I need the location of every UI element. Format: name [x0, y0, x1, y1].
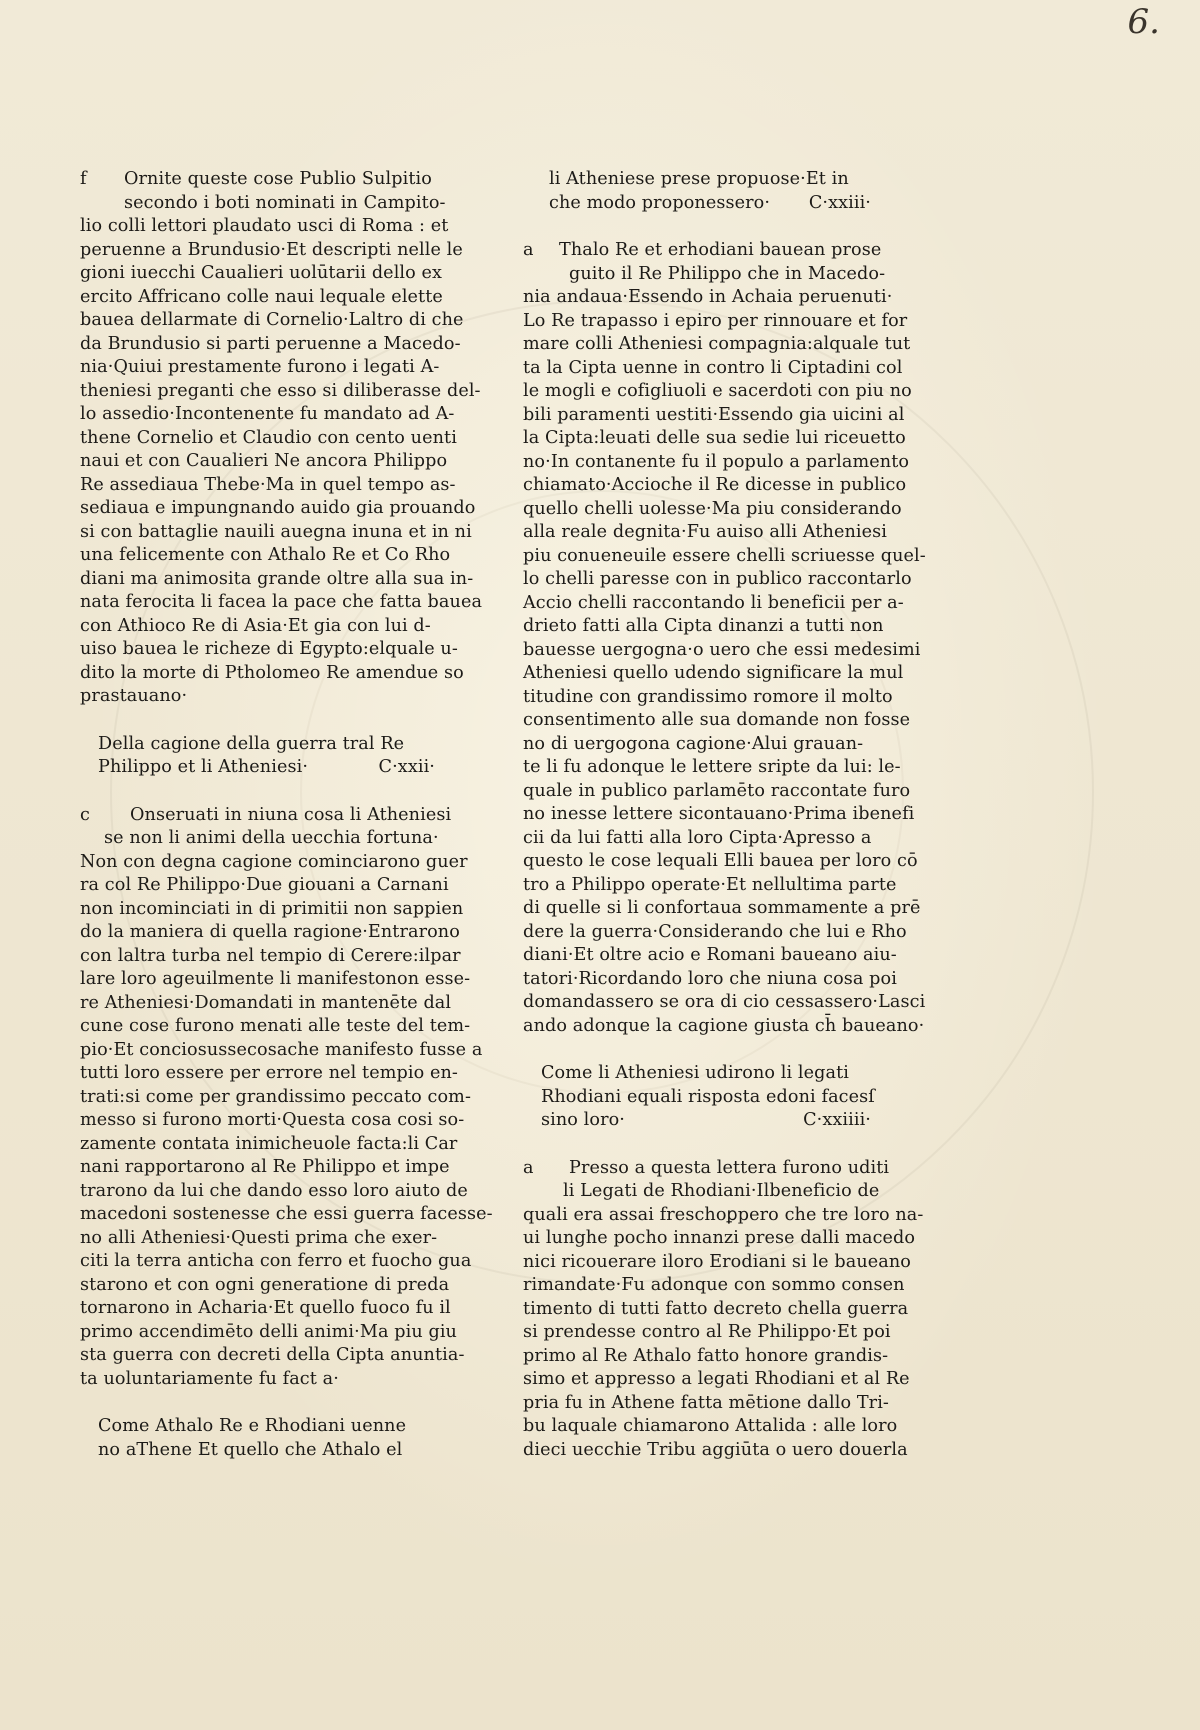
text-line: messo si furono morti·Questa cosa cosi so-	[80, 1110, 465, 1130]
guide-letter: a	[523, 240, 534, 260]
text-line: tro a Philippo operate·Et nellultima parte	[523, 874, 897, 895]
text-line: rimandate·Fu adonque con sommo consen	[523, 1275, 905, 1295]
text-line: bu laquale chiamarono Attalida : alle loro	[523, 1416, 898, 1436]
left-paragraph-1	[80, 168, 483, 709]
text-line: drieto fatti alla Cipta dinanzi a tutti non	[523, 616, 884, 636]
text-line: ta la Cipta uenne in contro li Ciptadini col	[523, 357, 903, 378]
text-line: citi la terra anticha con ferro et fuocho gua	[80, 1251, 472, 1271]
text-line: titudine con grandissimo romore il molto	[523, 686, 893, 707]
text-line: nani rapportarono al Re Philippo et impe	[80, 1157, 450, 1177]
text-line: se non li animi della uecchia fortuna·	[104, 828, 439, 848]
text-line: naui et con Caualieri Ne ancora Philippo	[80, 451, 448, 471]
text-line: Accio chelli raccontando li beneficii per a-	[523, 592, 904, 613]
text-line: Atheniesi quello udendo significare la mul	[523, 663, 904, 683]
left-chapter-heading-1	[98, 733, 435, 780]
text-line: si prendesse contro al Re Philippo·Et poi	[523, 1322, 891, 1342]
text-line: Presso a questa lettera furono uditi	[569, 1157, 890, 1178]
text-line: primo accendimēto delli animi·Ma piu giu	[80, 1321, 457, 1342]
text-line: la Cipta:leuati delle sua sedie lui riceuetto	[523, 428, 906, 448]
text-line: dieci uecchie Tribu aggiūta o uero douerla	[523, 1439, 908, 1460]
heading-line: Della cagione della guerra tral Re	[98, 733, 405, 754]
text-line: sta guerra con decreti della Cipta anuntia-	[80, 1345, 465, 1365]
text-line: secondo i boti nominati in Campito-	[124, 192, 446, 213]
text-line: trati:si come per grandissimo peccato com-	[80, 1086, 471, 1107]
chapter-number: C·xxiii·	[808, 192, 871, 213]
heading-text: Philippo et li Atheniesi·	[98, 757, 309, 777]
heading-line: Come Athalo Re e Rhodiani uenne	[98, 1416, 407, 1436]
text-line: peruenne a Brundusio·Et descripti nelle le	[80, 239, 463, 260]
text-line: questo le cose lequali Elli bauea per loro cō	[523, 851, 918, 871]
text-line: theniesi preganti che esso si diliberasse del-	[80, 380, 481, 401]
text-line: bauesse uergogna·o uero che essi medesimi	[523, 639, 921, 660]
text-line: lo assedio·Incontenente fu mandato ad A-	[80, 404, 455, 424]
heading-line: Rhodiani equali risposta edoni facesſ	[541, 1086, 875, 1107]
text-line: quello chelli uolesse·Ma piu considerando	[523, 498, 902, 519]
text-line: starono et con ogni generatione di preda	[80, 1274, 450, 1295]
heading-text: sino loro·	[541, 1110, 625, 1130]
heading-line-with-number	[541, 1109, 871, 1133]
text-line: quali era assai freschoꝑpero che tre loro na-	[523, 1204, 924, 1225]
text-line: no di uergogona cagione·Alui grauan-	[523, 733, 864, 754]
text-line: tutti loro essere per errore nel tempio en-	[80, 1063, 458, 1083]
text-line: ercito Affricano colle naui lequale elette	[80, 286, 443, 307]
text-line: Re assediaua Thebe·Ma in quel tempo as-	[80, 474, 456, 495]
text-line: simo et appresso a legati Rhodiani et al Re	[523, 1369, 910, 1389]
text-line: guito il Re Philippo che in Macedo-	[569, 263, 886, 284]
heading-line: li Atheniese prese propuose·Et in	[549, 169, 849, 189]
text-line: diani ma animosita grande oltre alla sua in-	[80, 568, 474, 589]
text-line: ta uoluntariamente fu fact a·	[80, 1368, 339, 1389]
text-line: da Brundusio si parti peruenne a Macedo-	[80, 333, 461, 354]
left-paragraph-2	[80, 804, 493, 1392]
text-line: non incominciati in di primitii non sappien	[80, 898, 464, 919]
text-line: una felicemente con Athalo Re et Co Rho	[80, 545, 451, 565]
text-line: diani·Et oltre acio e Romani baueano aiu-	[523, 945, 897, 965]
text-line: re Atheniesi·Domandati in mantenēte dal	[80, 992, 452, 1013]
right-paragraph-1	[523, 239, 926, 1038]
text-line: lio colli lettori plaudato usci di Roma : et	[80, 216, 449, 236]
text-line: Onseruati in niuna cosa li Atheniesi	[130, 804, 452, 825]
text-line: no inesse lettere sicontauano·Prima ibenefi	[523, 804, 915, 824]
right-column	[523, 168, 926, 1462]
text-line: pria fu in Athene fatta mētione dallo Tri-	[523, 1392, 889, 1413]
text-line: pio·Et conciosussecosache manifesto fusse a	[80, 1039, 483, 1060]
text-line: alla reale degnita·Fu auiso alli Atheniesi	[523, 522, 888, 542]
text-line: consentimento alle sua domande non fosse	[523, 710, 911, 730]
guide-letter: a	[523, 1157, 534, 1178]
left-paragraph-2-lines	[80, 804, 493, 1392]
left-paragraph-1-lines	[80, 168, 483, 709]
text-line: Ornite queste cose Publio Sulpitio	[124, 169, 432, 189]
text-line: ra col Re Philippo·Due giouani a Carnani	[80, 875, 449, 895]
text-line: con Athioco Re di Asia·Et gia con lui d-	[80, 615, 431, 636]
text-line: piu conueneuile essere chelli scriuesse quel-	[523, 545, 926, 566]
folio-number: 6.	[1127, 2, 1160, 42]
text-line: nata ferocita li facea la pace che fatta bauea	[80, 592, 483, 612]
text-line: no alli Atheniesi·Questi prima che exer-	[80, 1227, 438, 1248]
chapter-number: C·xxii·	[378, 757, 435, 777]
text-line: zamente contata inimicheuole facta:li Car	[80, 1133, 458, 1154]
text-line: lo chelli paresse con in publico raccontarlo	[523, 569, 912, 589]
text-line: li Legati de Rhodiani·Ilbeneficio de	[563, 1181, 880, 1201]
text-line: no·In contanente fu il populo a parlamento	[523, 451, 910, 472]
heading-line: no aThene Et quello che Athalo el	[98, 1439, 403, 1460]
text-line: gioni iuecchi Caualieri uolūtarii dello ex	[80, 263, 443, 283]
text-line: dito la morte di Ptholomeo Re amendue so	[80, 662, 464, 683]
text-line: quale in publico parlamēto raccontate furo	[523, 780, 911, 801]
text-line: primo al Re Athalo fatto honore grandis-	[523, 1345, 889, 1366]
heading-line-with-number	[98, 756, 435, 780]
text-line: bauea dellarmate di Cornelio·Laltro di che	[80, 310, 464, 330]
text-line: nici ricouerare iloro Erodiani si le baueano	[523, 1251, 911, 1272]
text-line: macedoni sostenesse che essi guerra facesse-	[80, 1204, 493, 1224]
text-line: prastauano·	[80, 686, 188, 706]
right-chapter-heading	[541, 1062, 875, 1133]
text-line: thene Cornelio et Claudio con cento uenti	[80, 427, 457, 448]
text-line: lare loro ageuilmente li manifestonon esse-	[80, 969, 471, 989]
chapter-number: C·xxiiii·	[803, 1110, 871, 1130]
right-paragraph-1-lines	[523, 239, 926, 1038]
text-line: Thalo Re et erhodiani bauean prose	[559, 240, 882, 260]
text-line: tatori·Ricordando loro che niuna cosa poi	[523, 968, 897, 989]
text-line: nia andaua·Essendo in Achaia peruenuti·	[523, 287, 893, 307]
heading-line-with-number	[549, 192, 871, 216]
text-line: di quelle si li confortaua sommamente a prē	[523, 898, 921, 918]
heading-line: Come li Atheniesi udirono li legati	[541, 1063, 849, 1083]
text-line: mare colli Atheniesi compagnia:alquale tut	[523, 334, 911, 354]
text-line: cii da lui fatti alla loro Cipta·Apresso a	[523, 827, 872, 848]
text-line: cune cose furono menati alle teste del tem-	[80, 1016, 471, 1036]
text-line: chiamato·Accioche il Re dicesse in publico	[523, 475, 907, 495]
left-column	[80, 168, 493, 1486]
text-line: ando adonque la cagione giusta ch̄ baueano·	[523, 1015, 925, 1036]
text-line: do la maniera di quella ragione·Entrarono	[80, 922, 460, 942]
text-line: uiso bauea le richeze di Egypto:elquale u-	[80, 639, 458, 659]
right-paragraph-2	[523, 1157, 924, 1463]
text-line: ui lunghe pocho innanzi prese dalli macedo	[523, 1228, 916, 1248]
text-line: dere la guerra·Considerando che lui e Rho	[523, 921, 907, 942]
right-paragraph-2-lines	[523, 1157, 924, 1463]
text-line: bili paramenti uestiti·Essendo gia uicini al	[523, 404, 905, 425]
text-line: domandassero se ora di cio cessassero·Lasci	[523, 992, 926, 1012]
text-line: con laltra turba nel tempio di Cerere:ilpar	[80, 945, 461, 966]
heading-text: che modo proponessero·	[549, 192, 771, 213]
text-line: Lo Re trapasso i epiro per rinnouare et for	[523, 310, 908, 331]
text-line: si con battaglie nauili auegna inuna et in ni	[80, 521, 472, 542]
right-heading-continuation	[549, 168, 871, 215]
text-line: sediaua e impungnando auido gia prouando	[80, 498, 476, 518]
text-line: Non con degna cagione cominciarono guer	[80, 851, 468, 872]
text-line: trarono da lui che dando esso loro aiuto de	[80, 1180, 468, 1201]
left-chapter-heading-2	[98, 1415, 435, 1462]
guide-letter: f	[80, 169, 87, 189]
text-line: le mogli e cofigliuoli e sacerdoti con piu no	[523, 381, 912, 401]
guide-letter: c	[80, 804, 90, 825]
text-line: timento di tutti fatto decreto chella guerra	[523, 1298, 909, 1319]
text-line: nia·Quiui prestamente furono i legati A-	[80, 357, 440, 377]
text-line: te li fu adonque le lettere sripte da lui: le-	[523, 757, 901, 777]
text-line: tornarono in Acharia·Et quello fuoco fu il	[80, 1298, 451, 1318]
